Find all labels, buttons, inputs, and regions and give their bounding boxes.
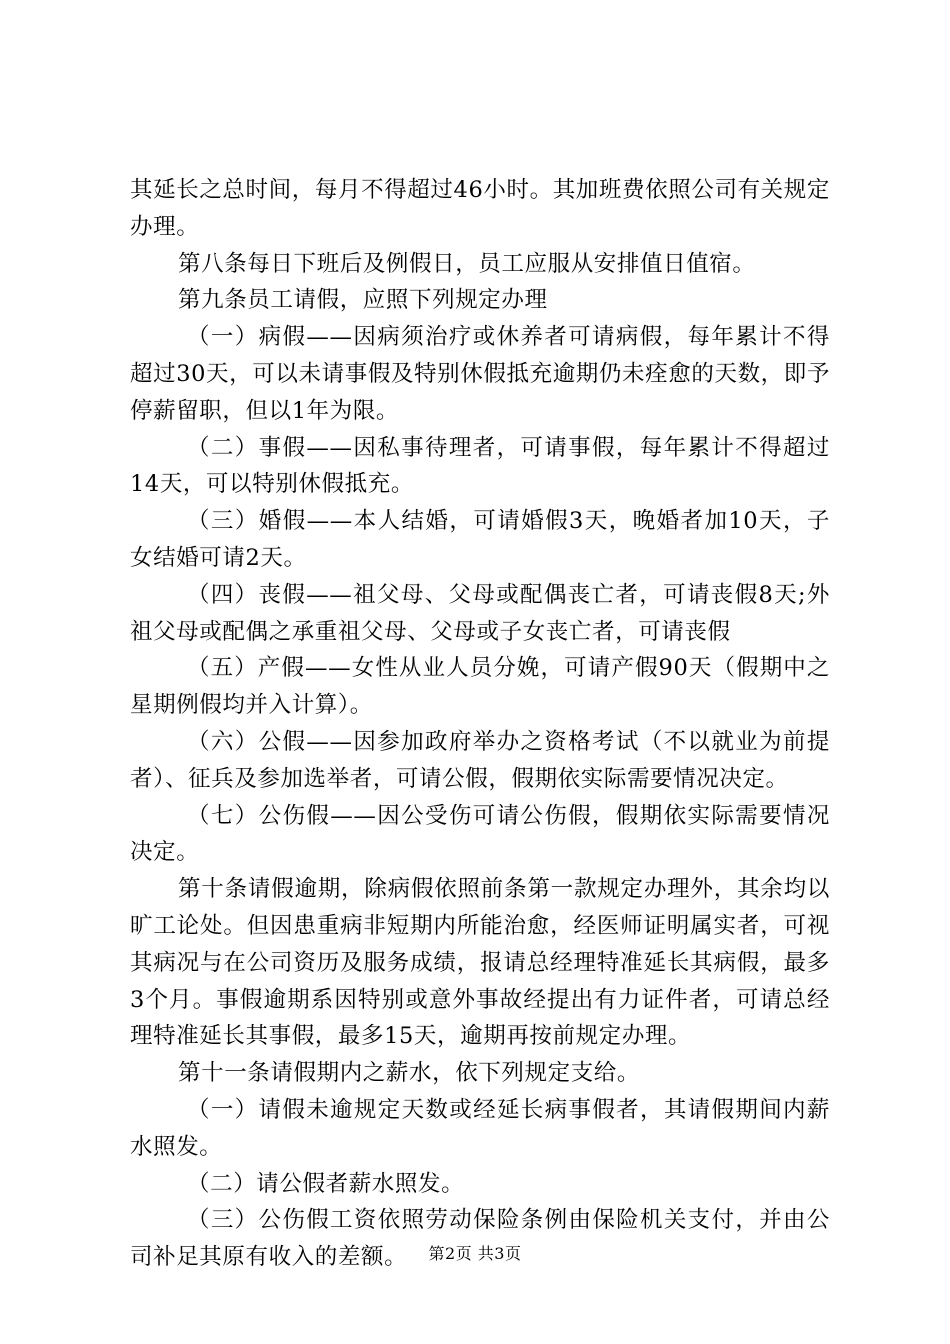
paragraph-sick-leave: （一）病假——因病须治疗或休养者可请病假，每年累计不得超过30天，可以未请事假及特别休假抵充逾期仍未痊愈的天数，即予停薪留职，但以1年为限。: [130, 324, 830, 424]
page-number-footer: 第2页 共3页: [428, 1244, 522, 1263]
paragraph-official-leave: （六）公假——因参加政府举办之资格考试（不以就业为前提者）、征兵及参加选举者，可请公假，假期依实际需要情况决定。: [130, 728, 830, 792]
paragraph-article-11: 第十一条请假期内之薪水，依下列规定支给。: [178, 1060, 641, 1087]
paragraph-bereavement-leave: （四）丧假——祖父母、父母或配偶丧亡者，可请丧假8天;外祖父母或配偶之承重祖父母、父母或子女丧亡者，可请丧假: [130, 581, 830, 645]
document-body: [130, 172, 830, 1276]
paragraph-marriage-leave: （三）婚假——本人结婚，可请婚假3天，晚婚者加10天，子女结婚可请2天。: [130, 508, 830, 571]
paragraph-salary-item-1: （一）请假未逾规定天数或经延长病事假者，其请假期间内薪水照发。: [130, 1096, 830, 1160]
paragraph-salary-item-3: （三）公伤假工资依照劳动保险条例由保险机关支付，并由公司补足其原有收入的差额。: [130, 1207, 830, 1271]
paragraph-injury-leave: （七）公伤假——因公受伤可请公伤假，假期依实际需要情况决定。: [130, 802, 830, 866]
paragraph-article-8: 第八条每日下班后及例假日，员工应服从安排值日值宿。: [178, 250, 756, 277]
paragraph-maternity-leave: （五）产假——女性从业人员分娩，可请产假90天（假期中之星期例假均并入计算）。: [130, 655, 830, 719]
paragraph-overtime-continuation: 其延长之总时间，每月不得超过46小时。其加班费依照公司有关规定办理。: [130, 177, 830, 240]
paragraph-article-10: 第十条请假逾期，除病假依照前条第一款规定办理外，其余均以旷工论处。但因患重病非短期内所能治愈，经医师证明属实者，可视其病况与在公司资历及服务成绩，报请总经理特准延长其病假，最多3个月。事假逾期系因特别或意外事故经提出有力证件者，可请总经理特准延长其事假，最多15天，逾期再按前规定办理。: [130, 876, 830, 1050]
paragraph-personal-leave: （二）事假——因私事待理者，可请事假，每年累计不得超过14天，可以特别休假抵充。: [130, 434, 830, 498]
paragraph-article-9: 第九条员工请假，应照下列规定办理: [178, 287, 548, 314]
paragraph-salary-item-2: （二）请公假者薪水照发。: [187, 1170, 465, 1197]
